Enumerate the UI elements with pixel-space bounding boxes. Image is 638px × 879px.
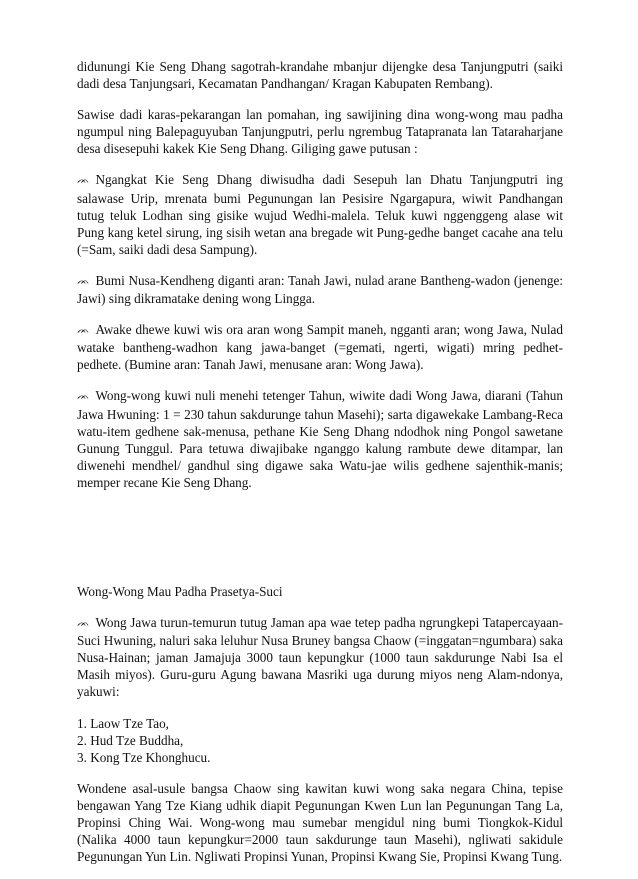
bullet-paragraph-bumi [77, 272, 563, 307]
bullet-text: Wong Jawa turun-temurun tutug Jaman apa wae tetep padha ngrungkepi Tatapercayaan-Suci Hwuning, naluri saka leluhur Nusa Bruney bangsa Chaow (=inggatan=ngumbara) saka Nusa-Hainan; jaman Jamajuja 3000 taun kepungkur (1000 taun sakdurunge Nabi Isa el Masih miyos). Guru-guru Agung bawana Masriki uga durung miyos neng Alam-ndonya, yakuwi: [77, 615, 563, 700]
bullet-text: Wong-wong kuwi nuli menehi tetenger Tahun, wiwite dadi Wong Jawa, diarani (Tahun Jawa Hwuning: 1 = 230 tahun sakdurunge tahun Masehi); sarta digawekake Lambang-Reca watu-item gedhene sak-menusa, pethane Kie Seng Dhang ndodhok ning Pongol sawetane Gunung Tunggul. Para tetuwa diwajibake nganggo kalung rambute dewe ditampar, lan diwenehi mendhel/ gandhul sing digawe saka Watu-jae wilis gedhene sajenthik-manis; memper recane Kie Seng Dhang. [77, 388, 563, 490]
bullet-icon: ᨏ [77, 391, 90, 403]
bullet-icon: ᨏ [77, 618, 90, 630]
paragraph-meeting: Sawise dadi karas-pekarangan lan pomahan, ing sawijining dina wong-wong mau padha ngumpul ning Balepaguyuban Tanjungputri, perlu ngrembug Tatapranata lan Tataraharjane desa disesepuhi kakek Kie Seng Dhang. Giliging gawe putusan : [77, 107, 563, 157]
bullet-icon: ᨏ [77, 325, 90, 337]
list-item: 3. Kong Tze Khonghucu. [77, 749, 211, 765]
bullet-paragraph-awake [77, 321, 563, 373]
bullet-icon: ᨏ [77, 175, 90, 187]
blank-gap [77, 505, 563, 583]
bullet-paragraph-tahun [77, 387, 563, 491]
list-item: 2. Hud Tze Buddha, [77, 732, 184, 748]
list-item: 1. Laow Tze Tao, [77, 715, 169, 731]
bullet-text: Awake dhewe kuwi wis ora aran wong Sampit maneh, ngganti aran; wong Jawa, Nulad watake bantheng-wadhon kang jawa-banget (=gemati, ngerti, wigati) mring pedhet-pedhete. (Bumine aran: Tanah Jawi, menusane aran: Wong Jawa). [77, 322, 563, 373]
section-heading: Wong-Wong Mau Padha Prasetya-Suci [77, 583, 283, 599]
bullet-text: Ngangkat Kie Seng Dhang diwisudha dadi Sesepuh lan Dhatu Tanjungputri ing salawase Urip, mrenata bumi Pegunungan lan Pesisire Ngargapura, wiwit Pandhangan tutug teluk Lodhan sing gisike wujud Wedhi-malela. Teluk kuwi nggenggeng alase wit Pung kang ketel sirung, ing sisih wetan ana bregade wit Pung-gedhe banget cacahe ana telu (=Sam, saiki dadi desa Sampung). [77, 172, 563, 257]
bullet-paragraph-ngangkat [77, 171, 563, 257]
bullet-text: Bumi Nusa-Kendheng diganti aran: Tanah Jawi, nulad arane Bantheng-wadon (jenenge: Jawi) sing dikramatake dening wong Lingga. [77, 272, 563, 307]
document-content [77, 58, 563, 879]
paragraph-intro: didunungi Kie Seng Dhang sagotrah-krandahe mbanjur dijengke desa Tanjungputri (saiki dadi desa Tanjungsari, Kecamatan Pandhangan/ Kragan Kabupaten Rembang). [77, 59, 563, 92]
bullet-icon: ᨏ [77, 275, 90, 287]
paragraph-origins: Wondene asal-usule bangsa Chaow sing kawitan kuwi wong saka negara China, tepise bengawan Yang Tze Kiang udhik diapit Pegunungan Kwen Lun lan Pegunungan Tang La, Propinsi Ching Wai. Wong-wong mau sumebar mengidul ning bumi Tiongkok-Kidul (Nalika 4000 taun kepungkur=2000 taun sakdurunge taun Masehi), ngliwati sakidule Pegunungan Yun Lin. Ngliwati Propinsi Yunan, Propinsi Kwang Sie, Propinsi Kwang Tung. [77, 780, 563, 865]
bullet-paragraph-wong-jawa [77, 614, 563, 700]
teacher-list [77, 715, 563, 766]
